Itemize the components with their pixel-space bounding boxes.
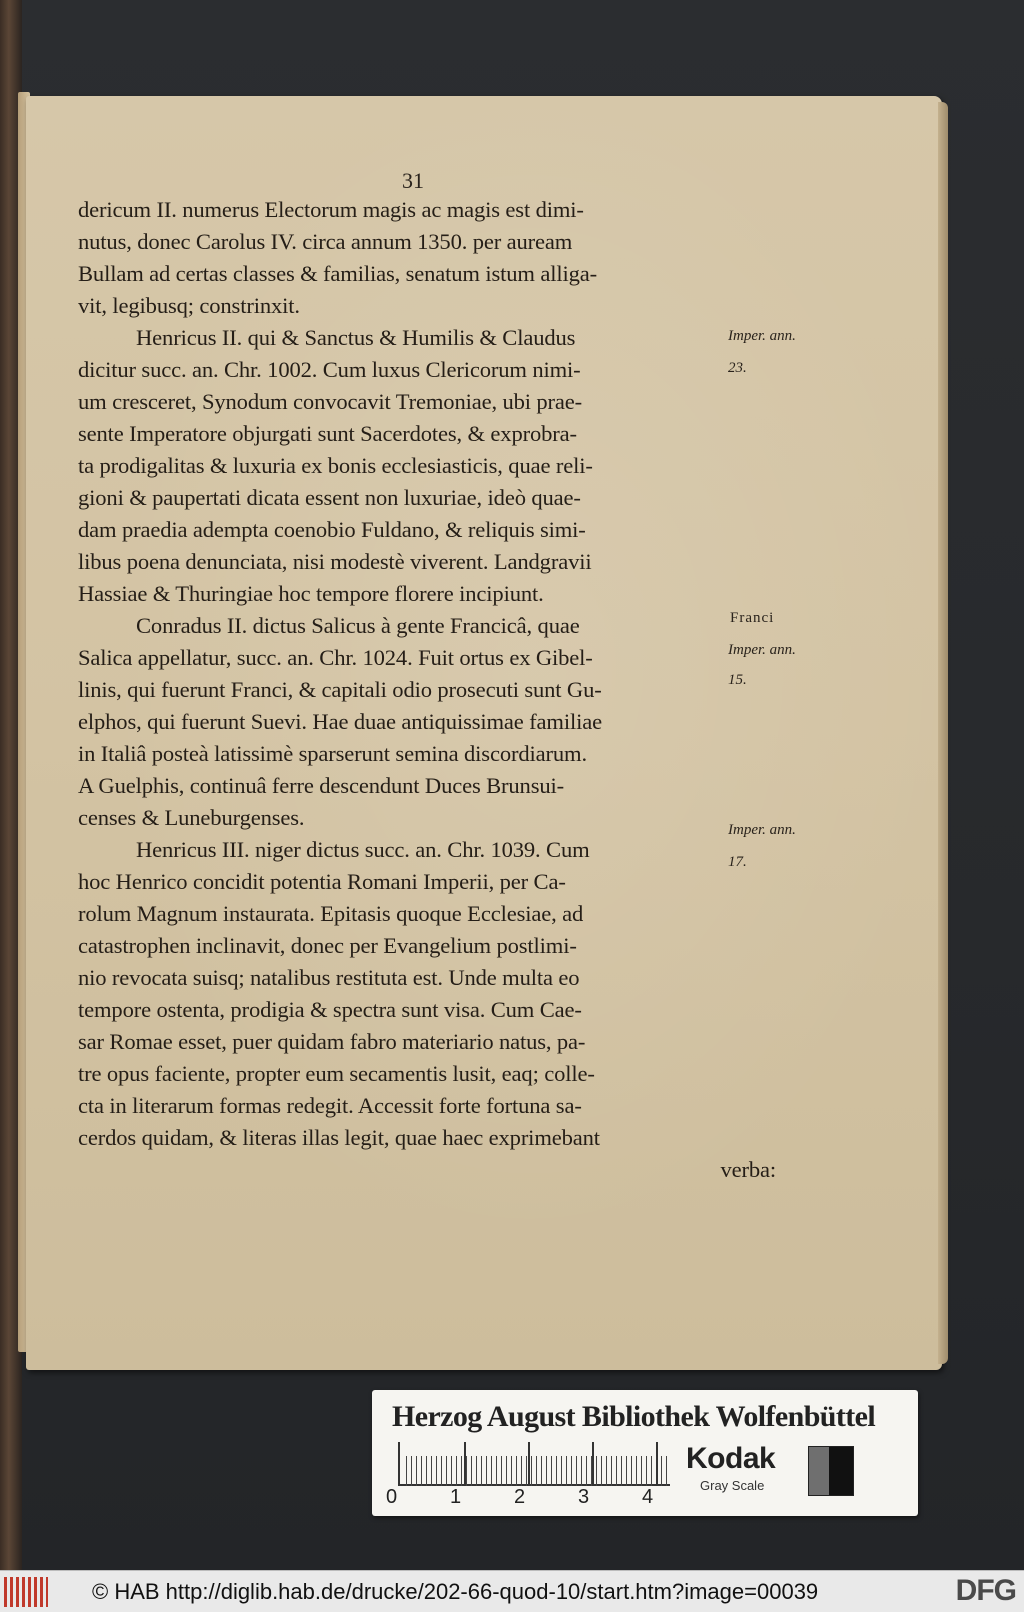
page-edge [938,102,948,1364]
text-line: gioni & paupertati dicata essent non luxuriae, ideò quae- [78,485,581,510]
margin-note: Franci [730,610,775,626]
text-line: tempore ostenta, prodigia & spectra sunt visa. Cum Cae- [78,997,582,1022]
copyright-link[interactable]: © HAB http://diglib.hab.de/drucke/202-66-quod-10/start.htm?image=00039 [92,1579,819,1604]
ruler-label: 2 [514,1486,526,1508]
text-line: Bullam ad certas classes & familias, senatum istum alliga- [78,261,597,286]
ruler-label: 0 [386,1486,398,1508]
ruler-ticks [406,1456,668,1486]
ruler-label: 1 [450,1486,462,1508]
ruler-major-tick [656,1442,658,1486]
text-line: dam praedia adempta coenobio Fuldano, & reliquis simi- [78,517,586,542]
dfg-logo: DFG [955,1574,1016,1607]
scale-ruler [398,1442,670,1486]
text-line: tre opus faciente, propter eum secamentis lusit, eaq; colle- [78,1061,595,1086]
text-line: Salica appellatur, succ. an. Chr. 1024. Fuit ortus ex Gibel- [78,645,593,670]
text-line: A Guelphis, continuâ ferre descendunt Duces Brunsui- [78,773,564,798]
ruler-label: 3 [578,1486,590,1508]
text-line: Henricus II. qui & Sanctus & Humilis & Claudus [136,325,576,350]
text-line: verba: [720,1157,776,1182]
text-line: elphos, qui fuerunt Suevi. Hae duae antiquissimae familiae [78,709,602,734]
kodak-logo: Kodak [686,1442,776,1475]
ruler-label: 4 [642,1486,654,1508]
text-line: Henricus III. niger dictus succ. an. Chr. 1039. Cum [136,837,590,862]
text-line: um cresceret, Synodum convocavit Tremoniae, ubi prae- [78,389,583,414]
text-line: nio revocata suisq; natalibus restituta est. Unde multa eo [78,965,580,990]
text-line: dicitur succ. an. Chr. 1002. Cum luxus Clericorum nimi- [78,357,581,382]
ruler-major-tick [592,1442,594,1486]
text-line: ta prodigalitas & luxuria ex bonis ecclesiasticis, quae reli- [78,453,593,478]
margin-note: 15. [728,672,747,688]
margin-note: Imper. ann. [728,328,796,344]
barcode-icon [4,1577,48,1607]
text-line: Hassiae & Thuringiae hoc tempore florere incipiunt. [78,581,544,606]
text-line: rolum Magnum instaurata. Epitasis quoque Ecclesiae, ad [78,901,584,926]
text-line: censes & Luneburgenses. [78,805,305,830]
text-line: sar Romae esset, puer quidam fabro materiario natus, pa- [78,1029,586,1054]
footer-bar [0,1570,1024,1612]
text-line: Conradus II. dictus Salicus à gente Francicâ, quae [136,613,580,638]
gray-scale-label: Gray Scale [700,1478,765,1493]
text-line: in Italiâ posteà latissimè sparserunt semina discordiarum. [78,741,587,766]
book-page [26,96,942,1370]
margin-note: 23. [728,360,747,376]
page-text [78,194,776,1186]
text-line: libus poena denunciata, nisi modestè viverent. Landgravii [78,549,592,574]
text-line: cta in literarum formas redegit. Accessit forte fortuna sa- [78,1093,582,1118]
text-line: linis, qui fuerunt Franci, & capitali odio prosecuti sunt Gu- [78,677,602,702]
text-line: catastrophen inclinavit, donec per Evangelium postlimi- [78,933,577,958]
text-line: cerdos quidam, & literas illas legit, quae haec exprimebant [78,1125,600,1150]
color-reference-card [372,1390,918,1516]
ruler-major-tick [528,1442,530,1486]
text-line: sente Imperatore objurgati sunt Sacerdotes, & exprobra- [78,421,577,446]
library-name: Herzog August Bibliothek Wolfenbüttel [392,1400,876,1433]
ruler-major-tick [464,1442,466,1486]
gray-swatch [808,1446,854,1496]
text-line: hoc Henrico concidit potentia Romani Imperii, per Ca- [78,869,566,894]
page-number: 31 [402,168,424,193]
text-line: vit, legibusq; constrinxit. [78,293,300,318]
margin-note: 17. [728,854,747,870]
margin-note: Imper. ann. [728,642,796,658]
text-line: dericum II. numerus Electorum magis ac magis est dimi- [78,197,584,222]
margin-note: Imper. ann. [728,822,796,838]
text-line: nutus, donec Carolus IV. circa annum 1350. per auream [78,229,573,254]
